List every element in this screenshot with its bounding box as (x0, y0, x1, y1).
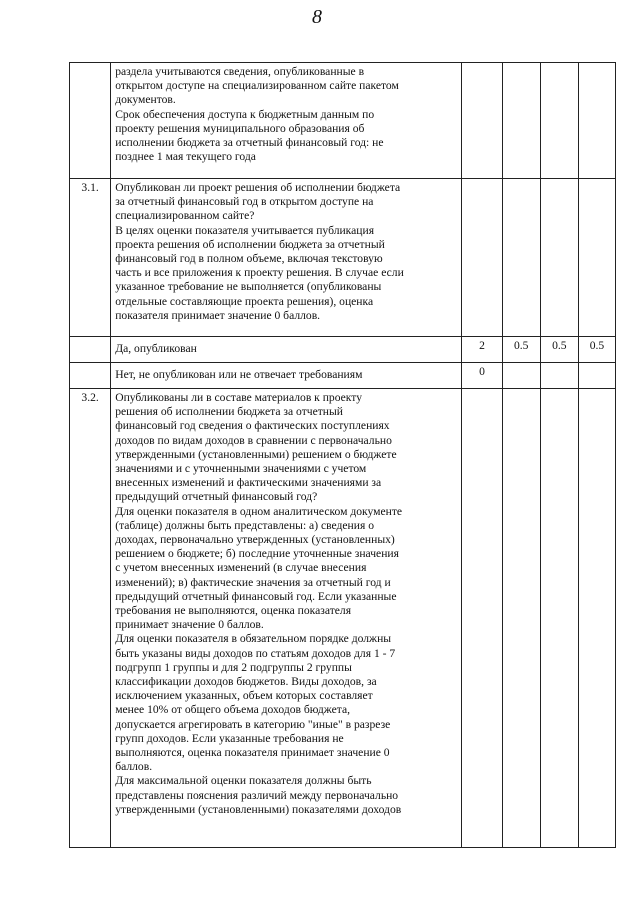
text-line: внесенных изменений и фактическими значениями за (115, 476, 382, 490)
text-line: классификации доходов бюджетов. Виды доходов, за (115, 675, 377, 689)
item-description (111, 63, 462, 179)
weight-cell: 0.5 (502, 337, 540, 363)
text-line: решения об исполнении бюджета за отчетный (115, 405, 344, 419)
text-line: указанное требование не выполняется (опубликованы (115, 280, 382, 294)
text-line: Для оценки показателя в одном аналитическом документе (115, 504, 403, 518)
weight-cell (578, 179, 615, 337)
text-line: исключением указанных, объем которых составляет (115, 689, 373, 703)
score-cell: 0 (462, 363, 502, 389)
weight-cell (502, 363, 540, 389)
text-line: позднее 1 мая текущего года (115, 150, 256, 164)
text-line: предыдущий отчетный финансовый год. Если указанные (115, 589, 397, 603)
text-line: доходах, первоначально утвержденных (установленных) (115, 533, 395, 547)
item-number (70, 363, 111, 389)
text-line: финансовый год в полном объеме, включая текстовую (115, 252, 383, 266)
text-line: Опубликованы ли в составе материалов к проекту (115, 391, 362, 404)
score-cell: 2 (462, 337, 502, 363)
text-line: предыдущий отчетный финансовый год? (115, 490, 318, 504)
text-line: решением о бюджете; б) последние уточненные значения (115, 547, 399, 561)
weight-cell (578, 363, 615, 389)
weight-cell: 0.5 (540, 337, 578, 363)
weight-cell (502, 389, 540, 848)
weight-cell (540, 363, 578, 389)
text-line: изменений); в) фактические значения за отчетный год и (115, 575, 391, 589)
weight-cell (502, 179, 540, 337)
table-row (70, 63, 616, 179)
score-cell (462, 63, 502, 179)
text-line: менее 10% от общего объема доходов бюджета, (115, 703, 351, 717)
item-description (111, 337, 462, 363)
text-line: Опубликован ли проект решения об исполнении бюджета (115, 181, 401, 194)
item-description (111, 389, 462, 848)
text-line: показателя принимает значение 0 баллов. (115, 308, 321, 322)
text-line: документов. (115, 93, 176, 107)
weight-cell (578, 63, 615, 179)
text-line: за отчетный финансовый год в открытом доступе на (115, 195, 374, 209)
text-line: (таблице) должны быть представлены: а) сведения о (115, 518, 374, 532)
score-cell (462, 389, 502, 848)
weight-cell (540, 389, 578, 848)
text-line: проекта решения об исполнении бюджета за отчетный (115, 237, 385, 251)
text-line: Нет, не опубликован или не отвечает требованиям (115, 368, 363, 381)
item-number: 3.1. (70, 179, 111, 337)
text-line: Срок обеспечения доступа к бюджетным данным по (115, 107, 375, 121)
text-line: доходов по видам доходов в сравнении с первоначально (115, 433, 392, 447)
text-line: утвержденными (установленными) показателями доходов (115, 802, 402, 816)
text-line: Да, опубликован (115, 342, 197, 355)
table-row (70, 337, 616, 363)
table-row (70, 179, 616, 337)
item-description (111, 363, 462, 389)
text-line: утвержденными (установленными) решением о бюджете (115, 447, 397, 461)
score-cell (462, 179, 502, 337)
text-line: принимает значение 0 баллов. (115, 618, 264, 632)
item-number: 3.2. (70, 389, 111, 848)
table-row (70, 389, 616, 848)
text-line: финансовый год сведения о фактических поступлениях (115, 419, 390, 433)
weight-cell (540, 63, 578, 179)
criteria-table (69, 62, 616, 848)
weight-cell (502, 63, 540, 179)
text-line: допускается агрегировать в категорию "иные" в разрезе (115, 717, 391, 731)
text-line: быть указаны виды доходов по статьям доходов для 1 - 7 (115, 646, 396, 660)
text-line: с учетом внесенных изменений (в случае внесения (115, 561, 367, 575)
text-line: В целях оценки показателя учитывается публикация (115, 223, 375, 237)
text-line: Для оценки показателя в обязательном порядке должны (115, 632, 392, 646)
page-number: 8 (312, 6, 322, 28)
text-line: групп доходов. Если указанные требования не (115, 731, 344, 745)
text-line: Для максимальной оценки показателя должны быть (115, 774, 372, 788)
weight-cell (540, 179, 578, 337)
text-line: баллов. (115, 760, 153, 774)
item-number (70, 63, 111, 179)
text-line: открытом доступе на специализированном сайте пакетом (115, 79, 399, 93)
text-line: выполняются, оценка показателя принимает значение 0 (115, 746, 390, 760)
text-line: раздела учитываются сведения, опубликованные в (115, 65, 365, 78)
weight-cell: 0.5 (578, 337, 615, 363)
item-number (70, 337, 111, 363)
text-line: представлены пояснения различий между первоначально (115, 788, 399, 802)
text-line: исполнении бюджета за отчетный финансовый год: не (115, 136, 384, 150)
text-line: требования не выполняются, оценка показателя (115, 604, 352, 618)
text-line: отдельные составляющие проекта решения), оценка (115, 294, 374, 308)
text-line: подгрупп 1 группы и для 2 подгруппы 2 группы (115, 660, 352, 674)
weight-cell (578, 389, 615, 848)
text-line: значениями и с уточненными значениями с учетом (115, 462, 367, 476)
text-line: специализированном сайте? (115, 209, 255, 223)
table-row (70, 363, 616, 389)
text-line: проекту решения муниципального образования об (115, 121, 365, 135)
item-description (111, 179, 462, 337)
text-line: часть и все приложения к проекту решения. В случае если (115, 266, 404, 280)
